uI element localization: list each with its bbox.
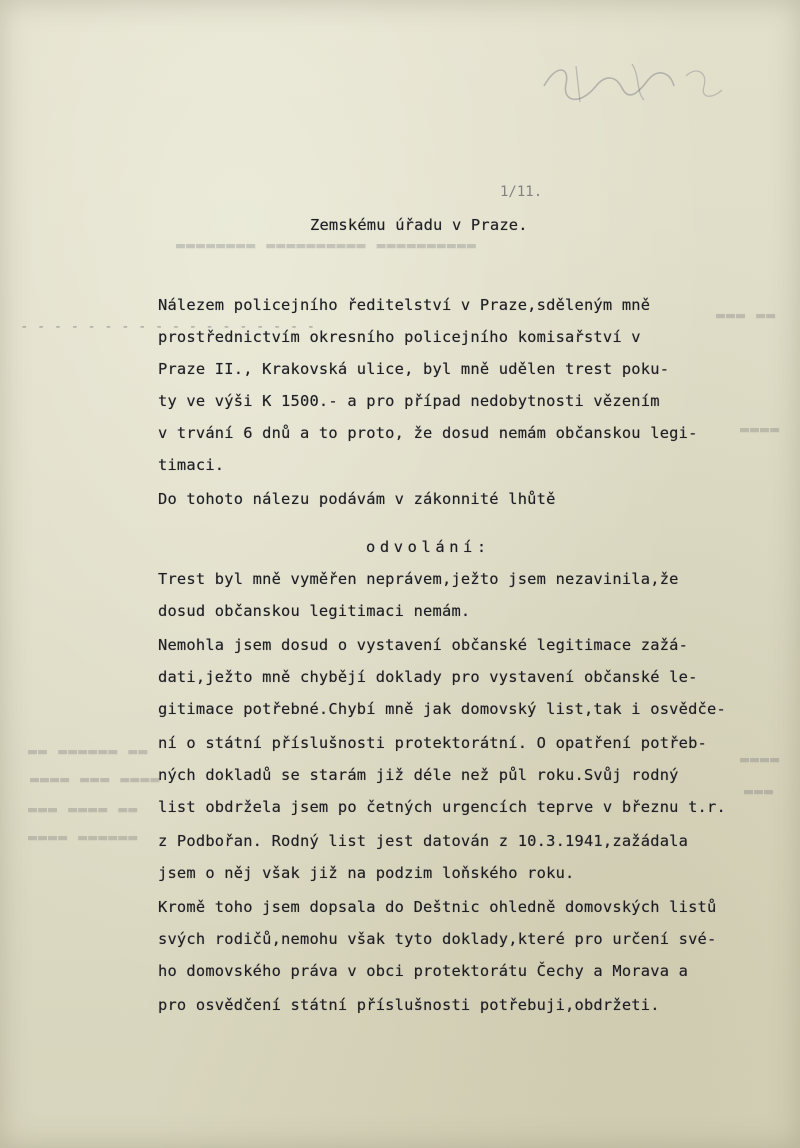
paragraph1-line-2: prostřednictvím okresního policejního komisařství v bbox=[158, 328, 641, 346]
pencil-annotation bbox=[536, 46, 726, 126]
paragraph1-line-7: Do tohoto nálezu podávám v zákonnité lhůtě bbox=[158, 490, 556, 508]
paragraph2-line-10: jsem o něj však již na podzim loňského roku. bbox=[158, 864, 575, 882]
show-through-left-4: ▬▬▬▬ ▬▬▬▬▬▬ bbox=[28, 828, 139, 846]
paragraph2-line-6: ní o státní příslušnosti protektorátní. O opatření potřeb- bbox=[158, 734, 708, 752]
paragraph2-line-11: Kromě toho jsem dopsala do Deštnic ohledně domovských listů bbox=[158, 898, 717, 916]
show-through-right-1: ▬▬▬ ▬▬ bbox=[716, 306, 777, 324]
addressee-heading: Zemskému úřadu v Praze. bbox=[310, 216, 528, 234]
show-through-center-1: ▬▬▬▬▬▬▬▬ ▬▬▬▬▬▬▬▬▬▬ ▬▬▬▬▬▬▬▬▬▬ bbox=[176, 236, 477, 254]
paragraph1-line-1: Nálezem policejního ředitelství v Praze,sděleným mně bbox=[158, 296, 651, 314]
paragraph2-line-12: svých rodičů,nemohu však tyto doklady,které pro určení své- bbox=[158, 930, 717, 948]
paragraph2-line-14: pro osvědčení státní příslušnosti potřebuji,obdržeti. bbox=[158, 996, 660, 1014]
show-through-left-3: ▬▬▬ ▬▬▬▬ ▬▬ bbox=[28, 800, 139, 818]
corner-mark: 1/11. bbox=[500, 184, 543, 200]
show-through-right-2: ▬▬▬▬ bbox=[740, 420, 781, 438]
dash-rule: - - - - - - - - - - - - - - - - - - bbox=[20, 319, 316, 335]
show-through-left-1: ▬▬ ▬▬▬▬▬▬ ▬▬ bbox=[28, 742, 149, 760]
paragraph1-line-6: timaci. bbox=[158, 456, 225, 474]
paragraph1-line-5: v trvání 6 dnů a to proto, že dosud nemám občanskou legi- bbox=[158, 424, 698, 442]
paragraph1-line-4: ty ve výši K 1500.- a pro případ nedobytnosti vězením bbox=[158, 392, 660, 410]
paragraph2-line-8: list obdržela jsem po četných urgencích teprve v březnu t.r. bbox=[158, 798, 726, 816]
paragraph2-line-2: dosud občanskou legitimaci nemám. bbox=[158, 602, 471, 620]
paragraph2-line-7: ných dokladů se starám již déle než půl roku.Svůj rodný bbox=[158, 766, 679, 784]
paragraph2-line-3: Nemohla jsem dosud o vystavení občanské legitimace zažá- bbox=[158, 636, 689, 654]
show-through-right-4: ▬▬▬ bbox=[744, 782, 775, 800]
paragraph2-line-9: z Podbořan. Rodný list jest datován z 10.3.1941,zažádala bbox=[158, 832, 689, 850]
paragraph2-line-1: Trest byl mně vyměřen neprávem,ježto jsem nezavinila,že bbox=[158, 570, 679, 588]
paragraph2-line-4: dati,ježto mně chybějí doklady pro vystavení občanské le- bbox=[158, 668, 698, 686]
show-through-left-2: ▬▬▬▬ ▬▬▬ ▬▬▬▬ bbox=[30, 770, 161, 788]
paragraph1-line-3: Praze II., Krakovská ulice, byl mně udělen trest poku- bbox=[158, 360, 670, 378]
paragraph2-line-5: gitimace potřebné.Chybí mně jak domovský list,tak i osvědče- bbox=[158, 700, 726, 718]
show-through-right-3: ▬▬▬▬ bbox=[740, 750, 781, 768]
paragraph2-line-13: ho domovského práva v obci protektorátu Čechy a Morava a bbox=[158, 962, 689, 980]
appeal-heading: odvolání: bbox=[366, 538, 491, 556]
